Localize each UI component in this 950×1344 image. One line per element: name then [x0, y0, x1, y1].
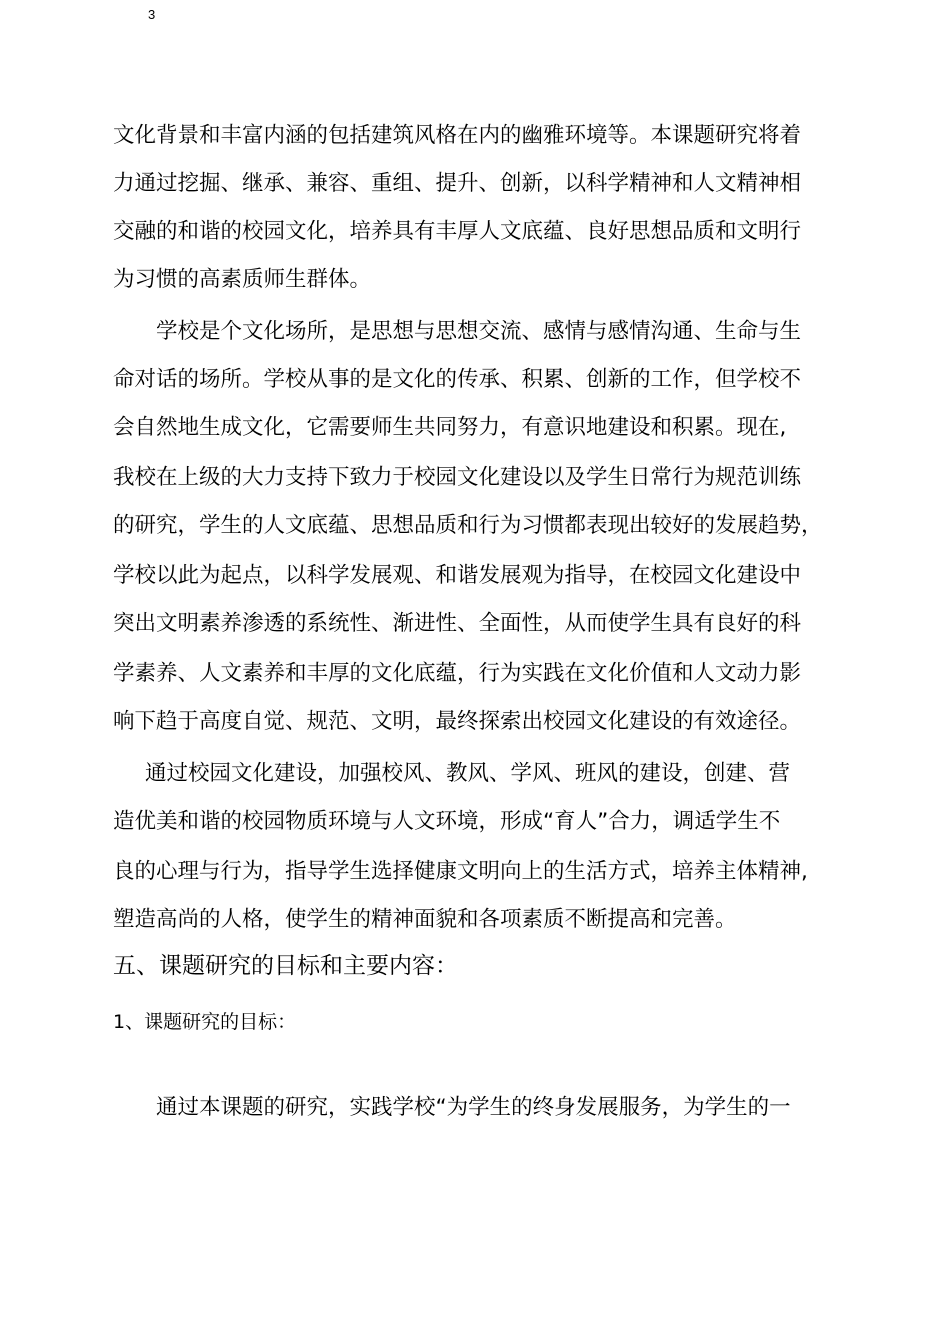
paragraph-3-line-2: 造优美和谐的校园物质环境与人文环境，形成“育人”合力，调适学生不: [113, 809, 781, 834]
paragraph-2-line-7: 突出文明素养渗透的系统性、渐进性、全面性，从而使学生具有良好的科: [113, 611, 802, 636]
paragraph-2-line-8: 学素养、人文素养和丰厚的文化底蕴，行为实践在文化价值和人文动力影: [113, 661, 802, 686]
paragraph-2-line-9: 响下趋于高度自觉、规范、文明，最终探索出校园文化建设的有效途径。: [113, 709, 802, 734]
paragraph-1-line-2: 力通过挖掘、继承、兼容、重组、提升、创新，以科学精神和人文精神相: [113, 171, 802, 196]
page-number: 3: [148, 7, 156, 22]
paragraph-1-line-1: 文化背景和丰富内涵的包括建筑风格在内的幽雅环境等。本课题研究将着: [113, 123, 802, 148]
paragraph-1-line-4: 为习惯的高素质师生群体。: [113, 267, 372, 292]
paragraph-2-line-6: 学校以此为起点，以科学发展观、和谐发展观为指导，在校园文化建设中: [113, 563, 802, 588]
paragraph-2-line-2: 命对话的场所。学校从事的是文化的传承、积累、创新的工作，但学校不: [113, 367, 802, 392]
paragraph-2-line-3: 会自然地生成文化，它需要师生共同努力，有意识地建设和积累。现在,: [113, 415, 787, 440]
paragraph-3-line-3: 良的心理与行为，指导学生选择健康文明向上的生活方式，培养主体精神,: [113, 859, 808, 884]
paragraph-4-line-1: 通过本课题的研究，实践学校“为学生的终身发展服务，为学生的一: [156, 1095, 791, 1120]
subsection-heading: 1、课题研究的目标：: [113, 1011, 297, 1033]
paragraph-3-line-4: 塑造高尚的人格，使学生的精神面貌和各项素质不断提高和完善。: [113, 907, 737, 932]
paragraph-3-line-1: 通过校园文化建设，加强校风、教风、学风、班风的建设，创建、营: [145, 761, 791, 786]
section-heading: 五、课题研究的目标和主要内容：: [113, 953, 458, 979]
paragraph-2-line-1: 学校是个文化场所，是思想与思想交流、感情与感情沟通、生命与生: [156, 319, 802, 344]
paragraph-2-line-4: 我校在上级的大力支持下致力于校园文化建设以及学生日常行为规范训练: [113, 465, 802, 490]
paragraph-2-line-5: 的研究，学生的人文底蕴、思想品质和行为习惯都表现出较好的发展趋势，: [113, 513, 823, 538]
paragraph-1-line-3: 交融的和谐的校园文化，培养具有丰厚人文底蕴、良好思想品质和文明行: [113, 219, 802, 244]
